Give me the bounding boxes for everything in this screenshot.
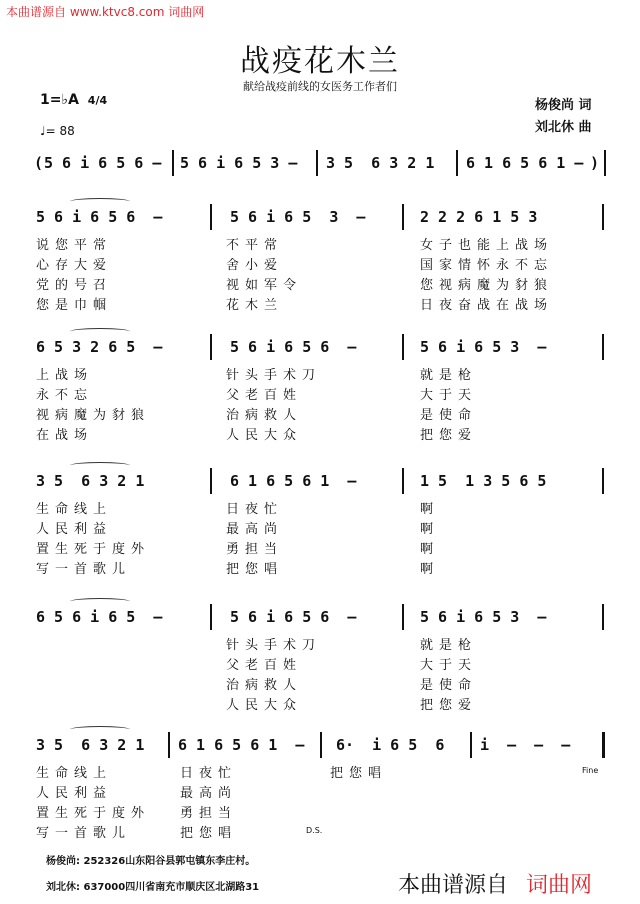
lyric-segment: 日夜忙 [180, 766, 238, 781]
measure: 5 6 i 6 5 6 – [230, 608, 357, 626]
barline [172, 150, 174, 176]
slur-mark [70, 328, 130, 335]
key-text: 1=♭A [40, 92, 79, 108]
lyric-segment: 永不忘 [36, 388, 94, 403]
measure: 3 5 6 3 2 1 [36, 736, 145, 754]
notes-line [30, 334, 610, 360]
lyric-segment: 党的号召 [36, 278, 113, 293]
lyric-segment: 把您唱 [180, 826, 238, 841]
measure: 6 5 3 2 6 5 – [36, 338, 163, 356]
measure: 6 1 6 5 6 1 – [230, 472, 357, 490]
barline [604, 150, 606, 176]
barline [602, 204, 604, 230]
lyric-segment: 啊 [420, 502, 440, 517]
intro-measure: 5 6 i 6 5 6 – [44, 154, 162, 172]
lyric-segment: 人民大众 [226, 428, 303, 443]
lyric-segment: 视如军令 [226, 278, 303, 293]
lyric-segment: 把您爱 [420, 428, 478, 443]
barline [320, 732, 322, 758]
lyric-segment: 勇担当 [180, 806, 238, 821]
lyric-segment: 勇担当 [226, 542, 284, 557]
measure: 5 6 i 6 5 6 – [230, 338, 357, 356]
lyric-segment: 国家情怀永不忘 [420, 258, 554, 273]
lyric-segment: 就是枪 [420, 368, 478, 383]
song-subtitle: 献给战疫前线的女医务工作者们 [243, 80, 397, 93]
measure: 6 5 6 i 6 5 – [36, 608, 163, 626]
barline [210, 468, 212, 494]
slur-mark [70, 726, 130, 733]
measure: 5 6 i 6 5 6 – [36, 208, 163, 226]
lyric-segment: 女子也能上战场 [420, 238, 554, 253]
measure: 6· i 6 5 6 [336, 736, 445, 754]
barline [602, 334, 604, 360]
lyric-segment: 视病魔为豺狼 [36, 408, 151, 423]
lyric-segment: 啊 [420, 522, 440, 537]
lyric-segment: 针头手术刀 [226, 638, 322, 653]
lyric-segment: 把您爱 [420, 698, 478, 713]
lyric-segment: 啊 [420, 542, 440, 557]
lyric-segment: 您是巾帼 [36, 298, 113, 313]
watermark-bottom-a: 本曲谱源自 [398, 873, 509, 898]
slur-mark [70, 462, 130, 469]
measure: 5 6 i 6 5 3 – [230, 208, 366, 226]
lyric-segment: 大于天 [420, 658, 478, 673]
notes-line [30, 604, 610, 630]
lyric-segment: 置生死于度外 [36, 542, 151, 557]
lyric-segment: 生命线上 [36, 502, 113, 517]
lyric-segment: 把您唱 [330, 766, 388, 781]
lyric-segment: 父老百姓 [226, 658, 303, 673]
lyric-segment: 置生死于度外 [36, 806, 151, 821]
barline [402, 468, 404, 494]
lyric-segment: 不平常 [226, 238, 284, 253]
lyric-segment: 人民大众 [226, 698, 303, 713]
lyric-segment: 日夜奋战在战场 [420, 298, 554, 313]
barline [402, 334, 404, 360]
lyric-segment: 最高尚 [180, 786, 238, 801]
lyric-segment: 针头手术刀 [226, 368, 322, 383]
intro-measure: 3 5 6 3 2 1 [326, 154, 435, 172]
lyric-segment: 写一首歌儿 [36, 826, 132, 841]
lyric-segment: 日夜忙 [226, 502, 284, 517]
lyric-segment: 人民利益 [36, 522, 113, 537]
lyric-segment: 最高尚 [226, 522, 284, 537]
measure: 3 5 6 3 2 1 [36, 472, 145, 490]
lyric-segment: 治病救人 [226, 678, 303, 693]
lyric-segment: 舍小爱 [226, 258, 284, 273]
lyric-segment: 上战场 [36, 368, 94, 383]
measure: 1 5 1 3 5 6 5 [420, 472, 547, 490]
fine-mark: Fine [582, 766, 599, 775]
barline [316, 150, 318, 176]
tempo-mark: ♩= 88 [40, 124, 75, 138]
intro-measure: 5 6 i 6 5 3 – [180, 154, 298, 172]
ds-mark: D.S. [306, 826, 323, 835]
watermark-top: 本曲谱源自 www.ktvc8.com 词曲网 [6, 5, 205, 19]
time-signature: 4/4 [87, 94, 108, 107]
footer-line-1: 杨俊尚: 252326山东阳谷县郭屯镇东李庄村。 [46, 856, 256, 867]
composer-credit: 刘北休 曲 [535, 120, 592, 135]
slur-mark [70, 598, 130, 605]
lyric-segment: 大于天 [420, 388, 478, 403]
barline [602, 604, 604, 630]
intro-measure: 6 1 6 5 6 1 – [466, 154, 584, 172]
lyric-segment: 心存大爱 [36, 258, 113, 273]
barline [456, 150, 458, 176]
barline [210, 604, 212, 630]
lyric-segment: 父老百姓 [226, 388, 303, 403]
song-title: 战疫花木兰 [240, 44, 400, 79]
measure: 5 6 i 6 5 3 – [420, 608, 547, 626]
notes-line [30, 468, 610, 494]
measure: 6 1 6 5 6 1 – [178, 736, 305, 754]
watermark-bottom [398, 868, 592, 899]
barline [168, 732, 170, 758]
footer-line-2: 刘北休: 637000四川省南充市顺庆区北湖路31 [46, 882, 260, 893]
lyric-segment: 就是枪 [420, 638, 478, 653]
barline [470, 732, 472, 758]
measure: 5 6 i 6 5 3 – [420, 338, 547, 356]
notes-line [30, 204, 610, 230]
barline [402, 204, 404, 230]
lyric-segment: 您视病魔为豺狼 [420, 278, 554, 293]
notes-line [30, 732, 610, 758]
lyric-segment: 是使命 [420, 408, 478, 423]
barline [602, 732, 605, 758]
barline [210, 204, 212, 230]
barline [402, 604, 404, 630]
lyric-segment: 人民利益 [36, 786, 113, 801]
lyric-segment: 治病救人 [226, 408, 303, 423]
barline [602, 468, 604, 494]
lyric-segment: 说您平常 [36, 238, 113, 253]
measure: 2 2 2 6 1 5 3 [420, 208, 538, 226]
barline [210, 334, 212, 360]
key-signature [40, 92, 107, 108]
lyric-segment: 啊 [420, 562, 440, 577]
watermark-bottom-b: 词曲网 [526, 873, 593, 898]
lyric-segment: 写一首歌儿 [36, 562, 132, 577]
lyric-segment: 在战场 [36, 428, 94, 443]
measure: i – – – [480, 736, 571, 754]
intro-notes: ( 5 6 i 6 5 6 – 5 6 i 6 5 3 – 3 5 6 3 2 1 6 1 6 5 6 1 – ) [30, 150, 610, 176]
lyricist-credit: 杨俊尚 词 [535, 98, 592, 113]
lyric-segment: 生命线上 [36, 766, 113, 781]
lyric-segment: 花木兰 [226, 298, 284, 313]
lyric-segment: 是使命 [420, 678, 478, 693]
slur-mark [70, 198, 130, 205]
lyric-segment: 把您唱 [226, 562, 284, 577]
